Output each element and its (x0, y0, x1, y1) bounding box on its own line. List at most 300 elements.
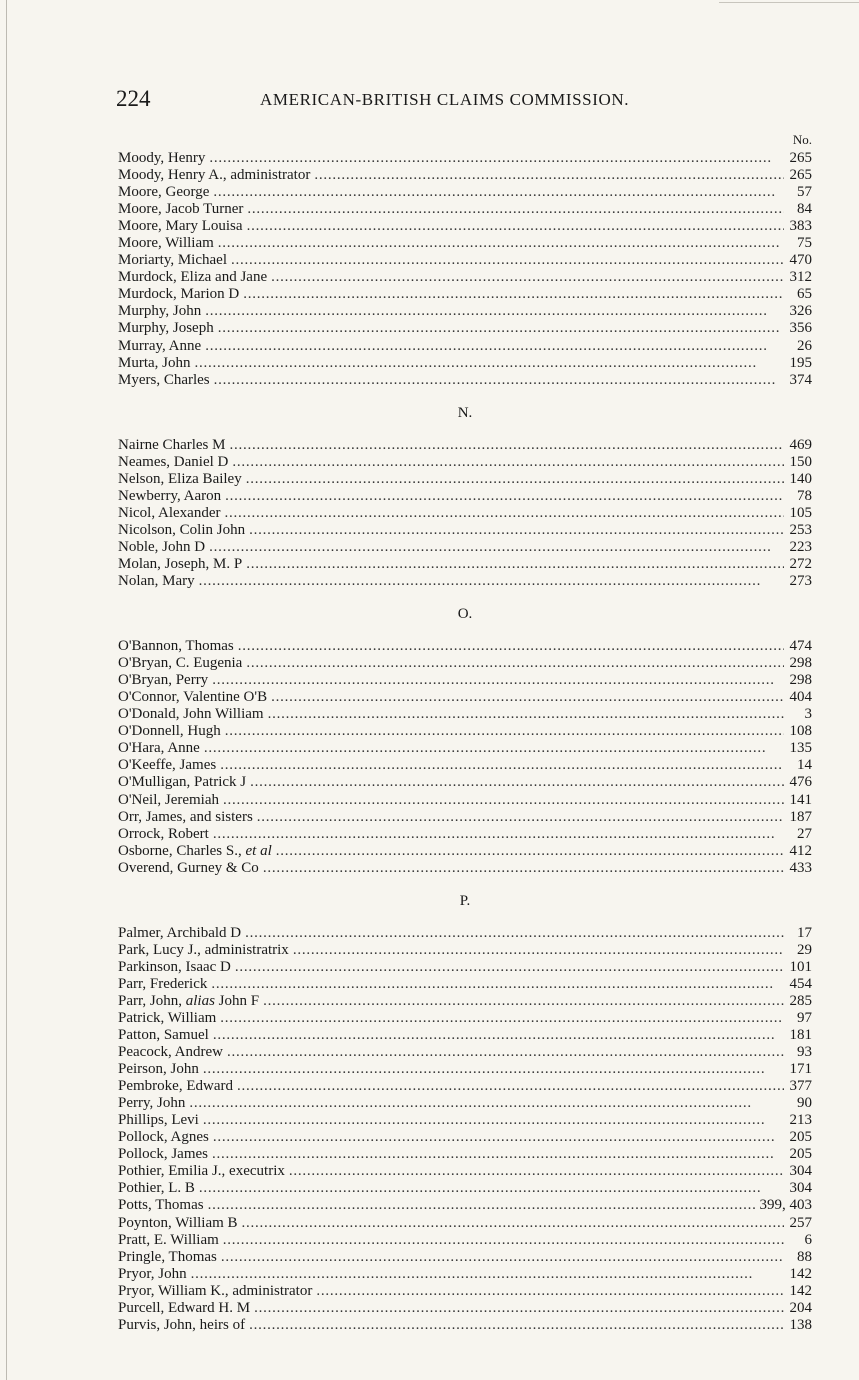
index-entry (118, 556, 812, 573)
claimant-name (118, 809, 253, 826)
number-column-label: No. (792, 132, 812, 147)
claimant-name-text: Murta, John (118, 354, 191, 371)
index-entry (118, 320, 812, 337)
claimant-name (118, 372, 210, 389)
claimant-name (118, 1232, 219, 1249)
dot-leader (247, 218, 784, 235)
dot-leader (223, 792, 784, 809)
claimant-name (118, 1044, 223, 1061)
claimant-name (118, 218, 243, 235)
dot-leader (205, 338, 784, 355)
claimant-name-text: Moore, George (118, 184, 210, 201)
dot-leader (263, 860, 784, 877)
dot-leader (209, 539, 784, 556)
index-entry (118, 757, 812, 774)
index-entry (118, 774, 812, 791)
running-title: AMERICAN-BRITISH CLAIMS COMMISSION. (260, 90, 630, 109)
claimant-name-text: O'Bryan, Perry (118, 672, 209, 689)
index-entry (118, 1112, 812, 1129)
claimant-name-text: O'Hara, Anne (118, 740, 200, 757)
claimant-name-text: Nicolson, Colin John (118, 521, 246, 538)
page-edge-rule (6, 0, 7, 1380)
index-entry (118, 1146, 812, 1163)
claim-number: 285 (789, 992, 812, 1009)
index-entry (118, 1061, 812, 1078)
claimant-name-text: Pringle, Thomas (118, 1248, 217, 1265)
claim-number: 135 (789, 740, 812, 757)
section-heading: N. (457, 404, 473, 421)
claimant-name-italic: alias (185, 992, 215, 1009)
claimant-name-text: Myers, Charles (118, 371, 210, 388)
claim-number: 412 (789, 842, 812, 859)
claim-number: 195 (789, 354, 812, 371)
claimant-name (118, 303, 201, 320)
claim-number: 204 (789, 1299, 812, 1316)
claimant-name (118, 355, 191, 372)
claimant-name-text: Pollock, Agnes (118, 1129, 209, 1146)
claimant-name (118, 792, 219, 809)
dot-leader (289, 1163, 784, 1180)
claim-number: 105 (789, 504, 812, 521)
index-entry (118, 338, 812, 355)
index-entry (118, 826, 812, 843)
claims-index (118, 150, 812, 1334)
index-entry (118, 218, 812, 235)
index-entry (118, 672, 812, 689)
claimant-name (118, 976, 207, 993)
claimant-name-text: Nolan, Mary (118, 573, 195, 590)
dot-leader (220, 757, 784, 774)
dot-leader (293, 942, 784, 959)
claimant-name (118, 488, 221, 505)
claimant-name-text: Purcell, Edward H. M (118, 1299, 251, 1316)
claimant-name (118, 252, 227, 269)
claim-number: 65 (797, 286, 812, 303)
claimant-name-text: Potts, Thomas (118, 1197, 204, 1214)
index-entry (118, 252, 812, 269)
index-entry (118, 201, 812, 218)
claimant-name-text: Murdock, Eliza and Jane (118, 269, 268, 286)
claim-number: 205 (789, 1146, 812, 1163)
claimant-name-text: Nicol, Alexander (118, 504, 221, 521)
dot-leader (254, 1300, 784, 1317)
claim-number: 142 (789, 1282, 812, 1299)
claimant-name (118, 1317, 245, 1334)
claim-number: 213 (789, 1112, 812, 1129)
claimant-name (118, 774, 246, 791)
claimant-name-text: Moore, William (118, 235, 214, 252)
index-entry (118, 150, 812, 167)
dot-leader (213, 1027, 784, 1044)
claim-number: 223 (789, 538, 812, 555)
dot-leader (242, 1215, 784, 1232)
dot-leader (214, 372, 784, 389)
claimant-name-text: Nairne Charles M (118, 436, 226, 453)
claim-number: 257 (789, 1214, 812, 1231)
dot-leader (203, 1112, 784, 1129)
index-entry (118, 1249, 812, 1266)
index-entry (118, 723, 812, 740)
claimant-name-text: Patrick, William (118, 1009, 217, 1026)
dot-leader (211, 976, 784, 993)
claim-number: 404 (789, 689, 812, 706)
dot-leader (229, 437, 784, 454)
index-entry (118, 573, 812, 590)
claim-number: 171 (789, 1061, 812, 1078)
dot-leader (204, 740, 784, 757)
dot-leader (243, 286, 784, 303)
claim-number: 326 (789, 303, 812, 320)
claimant-name (118, 437, 225, 454)
claimant-name (118, 269, 267, 286)
index-entry (118, 471, 812, 488)
claimant-name (118, 522, 245, 539)
claimant-name (118, 471, 242, 488)
claimant-name-text: Perry, John (118, 1095, 186, 1112)
claim-number: 253 (789, 521, 812, 538)
index-entry (118, 372, 812, 389)
claimant-name-text: Neames, Daniel D (118, 453, 229, 470)
dot-leader (235, 959, 784, 976)
index-entry (118, 522, 812, 539)
dot-leader (231, 252, 784, 269)
index-entry (118, 655, 812, 672)
claimant-name-text: Patton, Samuel (118, 1027, 209, 1044)
dot-leader (212, 1146, 784, 1163)
dot-leader (199, 1180, 784, 1197)
claim-number: 90 (797, 1095, 812, 1112)
claimant-name (118, 1266, 187, 1283)
claimant-name (118, 505, 220, 522)
claim-number: 205 (789, 1129, 812, 1146)
index-entry (118, 1163, 812, 1180)
dot-leader (237, 1078, 784, 1095)
claimant-name-text: Osborne, Charles S., (118, 842, 246, 859)
dot-leader (268, 706, 784, 723)
claimant-name (118, 320, 214, 337)
claimant-name (118, 1027, 209, 1044)
dot-leader (218, 235, 784, 252)
dot-leader (316, 1283, 784, 1300)
dot-leader (257, 809, 784, 826)
claimant-name (118, 826, 209, 843)
index-entry (118, 1027, 812, 1044)
claimant-name-text: Purvis, John, heirs of (118, 1316, 246, 1333)
index-entry (118, 689, 812, 706)
dot-leader (223, 1232, 784, 1249)
dot-leader (238, 638, 784, 655)
index-entry (118, 860, 812, 877)
section-heading: P. (459, 892, 471, 909)
claimant-name (118, 706, 264, 723)
claimant-name-italic: et al (245, 842, 272, 859)
index-entry (118, 1266, 812, 1283)
claimant-name-text: O'Donald, John William (118, 706, 264, 723)
dot-leader (195, 355, 785, 372)
claimant-name-text: Orr, James, and sisters (118, 808, 253, 825)
claim-number: 377 (789, 1078, 812, 1095)
claimant-name-text: Palmer, Archibald D (118, 924, 242, 941)
dot-leader (191, 1266, 784, 1283)
claimant-name (118, 167, 310, 184)
claimant-name (118, 1215, 238, 1232)
claim-number: 356 (789, 320, 812, 337)
index-entry (118, 1215, 812, 1232)
dot-leader (246, 556, 784, 573)
claimant-name-text: Murdock, Marion D (118, 286, 240, 303)
claimant-name-text: O'Keeffe, James (118, 757, 217, 774)
claimant-name-text: Pollock, James (118, 1146, 208, 1163)
index-entry (118, 167, 812, 184)
dot-leader (218, 320, 784, 337)
claimant-name-text: Molan, Joseph, M. P (118, 555, 243, 572)
claimant-name (118, 1249, 217, 1266)
claimant-name (118, 1197, 204, 1214)
claimant-name (118, 1095, 185, 1112)
claimant-name-text: Pryor, John (118, 1265, 187, 1282)
dot-leader (209, 150, 784, 167)
dot-leader (276, 843, 784, 860)
dot-leader (263, 993, 784, 1010)
claim-number: 476 (789, 774, 812, 791)
claimant-name-text: Pothier, L. B (118, 1180, 195, 1197)
claimant-name (118, 672, 208, 689)
claimant-name (118, 338, 201, 355)
claim-number: 101 (789, 958, 812, 975)
claim-number: 88 (797, 1248, 812, 1265)
index-entry (118, 1232, 812, 1249)
claim-number: 150 (789, 453, 812, 470)
dot-leader (189, 1095, 784, 1112)
index-entry (118, 355, 812, 372)
dot-leader (212, 672, 784, 689)
claimant-name-text: Moody, Henry A., administrator (118, 167, 311, 184)
index-entry (118, 184, 812, 201)
claimant-name (118, 556, 242, 573)
claim-number: 97 (797, 1009, 812, 1026)
claimant-name-text: Murphy, John (118, 303, 202, 320)
index-entry (118, 488, 812, 505)
index-entry (118, 1078, 812, 1095)
claim-number: 27 (797, 825, 812, 842)
index-entry (118, 437, 812, 454)
claimant-name (118, 757, 216, 774)
claimant-name (118, 539, 205, 556)
claimant-name (118, 689, 267, 706)
claimant-name (118, 993, 259, 1010)
index-entry (118, 959, 812, 976)
claimant-name-text: Orrock, Robert (118, 825, 209, 842)
dot-leader (232, 454, 784, 471)
claimant-name-text: Peirson, John (118, 1061, 199, 1078)
claimant-name (118, 740, 200, 757)
claimant-name-text: Murray, Anne (118, 337, 202, 354)
dot-leader (227, 1044, 784, 1061)
dot-leader (199, 573, 784, 590)
claimant-name-text: Peacock, Andrew (118, 1044, 223, 1061)
claimant-name-text: Pryor, William K., administrator (118, 1282, 313, 1299)
claim-number: 93 (797, 1044, 812, 1061)
claim-number: 374 (789, 371, 812, 388)
index-entry (118, 235, 812, 252)
index-entry (118, 303, 812, 320)
claimant-name-text: Newberry, Aaron (118, 487, 222, 504)
dot-leader (247, 201, 784, 218)
claim-number: 142 (789, 1265, 812, 1282)
dot-leader (246, 471, 784, 488)
dot-leader (213, 184, 784, 201)
claimant-name (118, 843, 272, 860)
claimant-name (118, 1300, 250, 1317)
claimant-name (118, 286, 239, 303)
index-entry (118, 1300, 812, 1317)
claimant-name (118, 1061, 199, 1078)
claimant-name (118, 1078, 233, 1095)
index-entry (118, 269, 812, 286)
claimant-name (118, 573, 195, 590)
claimant-name (118, 860, 259, 877)
claim-number: 26 (797, 337, 812, 354)
dot-leader (213, 1129, 784, 1146)
index-entry (118, 993, 812, 1010)
index-entry (118, 1180, 812, 1197)
page-header (116, 86, 812, 112)
claimant-name-text: Parr, Frederick (118, 975, 208, 992)
dot-leader (208, 1197, 756, 1214)
claimant-name-text: Poynton, William B (118, 1214, 238, 1231)
claim-number: 304 (789, 1163, 812, 1180)
claimant-name (118, 235, 214, 252)
claim-number: 14 (797, 757, 812, 774)
section-heading: O. (457, 606, 473, 623)
claimant-name (118, 1010, 216, 1027)
claim-number: 433 (789, 859, 812, 876)
claimant-name-text: Moriarty, Michael (118, 252, 227, 269)
claim-number: 474 (789, 638, 812, 655)
claimant-name-text: Moody, Henry (118, 150, 206, 166)
claim-number: 140 (789, 470, 812, 487)
claim-number: 75 (797, 235, 812, 252)
claimant-name (118, 1180, 195, 1197)
claimant-name-text: O'Mulligan, Patrick J (118, 774, 247, 791)
claimant-name (118, 201, 243, 218)
claimant-name-text: O'Bannon, Thomas (118, 638, 234, 655)
index-entry (118, 1095, 812, 1112)
index-entry (118, 809, 812, 826)
claim-number: 141 (789, 791, 812, 808)
dot-leader (224, 505, 784, 522)
page-number: 224 (116, 86, 151, 111)
claim-number: 469 (789, 436, 812, 453)
dot-leader (221, 1249, 784, 1266)
index-entry (118, 925, 812, 942)
claimant-name (118, 925, 241, 942)
claim-number: 298 (789, 672, 812, 689)
dot-leader (245, 925, 784, 942)
claimant-name-text: Park, Lucy J., administratrix (118, 941, 289, 958)
dot-leader (271, 269, 784, 286)
claim-number: 312 (789, 269, 812, 286)
claim-number: 181 (789, 1027, 812, 1044)
index-entry (118, 976, 812, 993)
claimant-name-text: Nelson, Eliza Bailey (118, 470, 242, 487)
claim-number: 84 (797, 201, 812, 218)
index-entry (118, 1129, 812, 1146)
claim-number: 383 (789, 218, 812, 235)
claimant-name-text: Phillips, Levi (118, 1112, 199, 1129)
claim-number: 454 (789, 975, 812, 992)
claim-number: 108 (789, 723, 812, 740)
index-entry (118, 1010, 812, 1027)
claimant-name (118, 723, 221, 740)
claim-number: 265 (789, 150, 812, 166)
dot-leader (314, 167, 784, 184)
dot-leader (203, 1061, 784, 1078)
dot-leader (271, 689, 784, 706)
claimant-name (118, 1146, 208, 1163)
claim-number: 304 (789, 1180, 812, 1197)
claimant-name-text: Pothier, Emilia J., executrix (118, 1163, 285, 1180)
claim-number: 57 (797, 184, 812, 201)
index-entry (118, 942, 812, 959)
claimant-name (118, 959, 231, 976)
index-entry (118, 1044, 812, 1061)
claimant-name-text: O'Donnell, Hugh (118, 723, 221, 740)
claim-number: 272 (789, 555, 812, 572)
dot-leader (225, 488, 784, 505)
index-entry (118, 1283, 812, 1300)
claimant-name-text: O'Neil, Jeremiah (118, 791, 220, 808)
claimant-name-text: Pratt, E. William (118, 1231, 219, 1248)
claimant-name-text: O'Bryan, C. Eugenia (118, 655, 243, 672)
claimant-name (118, 1129, 209, 1146)
claimant-name (118, 1163, 285, 1180)
claim-number: 399, 403 (759, 1197, 812, 1214)
claimant-name (118, 638, 234, 655)
claimant-name-text: Parr, John, (118, 992, 186, 1009)
index-entry (118, 638, 812, 655)
claim-number: 265 (789, 167, 812, 184)
dot-leader (205, 303, 784, 320)
index-entry (118, 286, 812, 303)
claimant-name-text: Moore, Jacob Turner (118, 201, 244, 218)
claim-number: 298 (789, 655, 812, 672)
claimant-name-text: Pembroke, Edward (118, 1078, 233, 1095)
dot-leader (249, 1317, 784, 1334)
dot-leader (225, 723, 784, 740)
index-entry (118, 539, 812, 556)
claim-number: 187 (789, 808, 812, 825)
claimant-name-suffix: John F (214, 992, 260, 1009)
claim-number: 273 (789, 573, 812, 590)
claimant-name-text: Noble, John D (118, 538, 206, 555)
index-entry (118, 1197, 812, 1214)
claim-number: 78 (797, 487, 812, 504)
claimant-name (118, 150, 205, 167)
index-entry (118, 454, 812, 471)
dot-leader (220, 1010, 784, 1027)
claimant-name (118, 1283, 312, 1300)
claimant-name-text: Overend, Gurney & Co (118, 859, 259, 876)
claimant-name (118, 942, 289, 959)
dot-leader (246, 655, 784, 672)
claimant-name (118, 655, 242, 672)
index-entry (118, 706, 812, 723)
claim-number: 3 (804, 706, 812, 723)
claim-number: 29 (797, 941, 812, 958)
index-entry (118, 1317, 812, 1334)
dot-leader (213, 826, 784, 843)
